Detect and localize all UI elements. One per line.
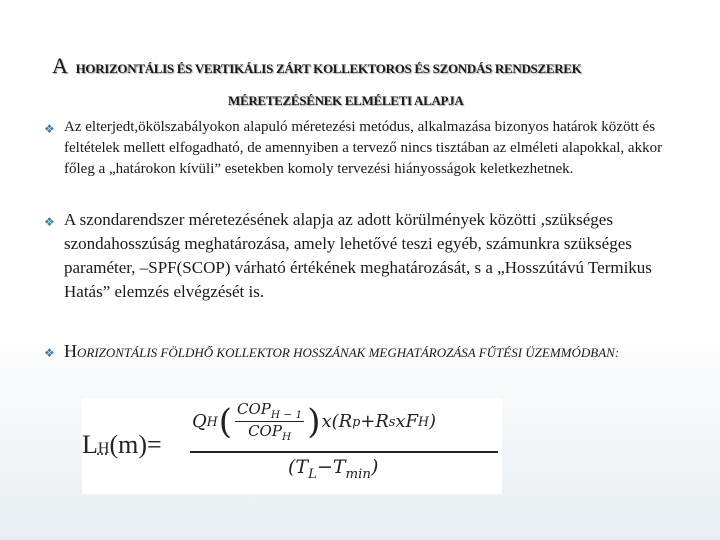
bullet-item-3 [44, 338, 684, 366]
bullet-3-initial: H [64, 341, 77, 361]
bullet-text-1: Az elterjedt,ökölszabályokon alapuló méretezési metódus, alkalmazása bizonyos határok között és feltételek mellett elfogadható, de amennyiben a tervező nincs tisztában az elméleti alapokkal, akkor főleg a „határokon kívüli” esetekben komoly tervezési hiányosságok keletkezhetnek. [64, 119, 663, 177]
title-initial-letter: A [52, 53, 68, 78]
book-bullet-icon: ❖ [44, 346, 55, 360]
slide-title-line2: MÉRETEZÉSÉNEK ELMÉLETI ALAPJA [228, 93, 464, 108]
bullet-text-2: A szondarendszer méretezésének alapja az adott körülmények közötti ,szükséges szondahosszúság meghatározása, amely lehetővé teszi egyéb, számunkra szükséges paraméter, –SPF(SCOP) várható értékének meghatározását, s a „Hosszútávú Termikus Hatás” elemzés elvégzését is. [64, 210, 652, 301]
cop-fraction: $\frac{COP_{H - 1}}{COP_H}$ [237, 400, 303, 443]
formula-denominator: $(T_L-T_{min})$ [288, 456, 379, 482]
book-bullet-icon: ❖ [44, 122, 55, 136]
formula-image [82, 398, 502, 494]
bullet-item-2 [44, 208, 684, 304]
book-bullet-icon: ❖ [44, 215, 55, 229]
formula-fraction-bar [190, 451, 498, 453]
formula-lhs: LH(m)= [82, 430, 162, 459]
bullet-text-3 [64, 338, 684, 366]
formula-numerator: Q H ( $\frac{COP_{H - 1}}{COP_H}$ ) x(R p +R s xF H ) [192, 400, 437, 443]
bullet-item-1 [44, 117, 674, 180]
bullet-3-rest: ORIZONTÁLIS FÖLDHŐ KOLLEKTOR HOSSZÁNAK MEGHATÁROZÁSA FŰTÉSI ÜZEMMÓDBAN: [77, 345, 620, 360]
title-text-line1: HORIZONTÁLIS ÉS VERTIKÁLIS ZÁRT KOLLEKTOROS ÉS SZONDÁS RENDSZEREK [75, 61, 582, 76]
slide-title-line1 [52, 53, 692, 79]
